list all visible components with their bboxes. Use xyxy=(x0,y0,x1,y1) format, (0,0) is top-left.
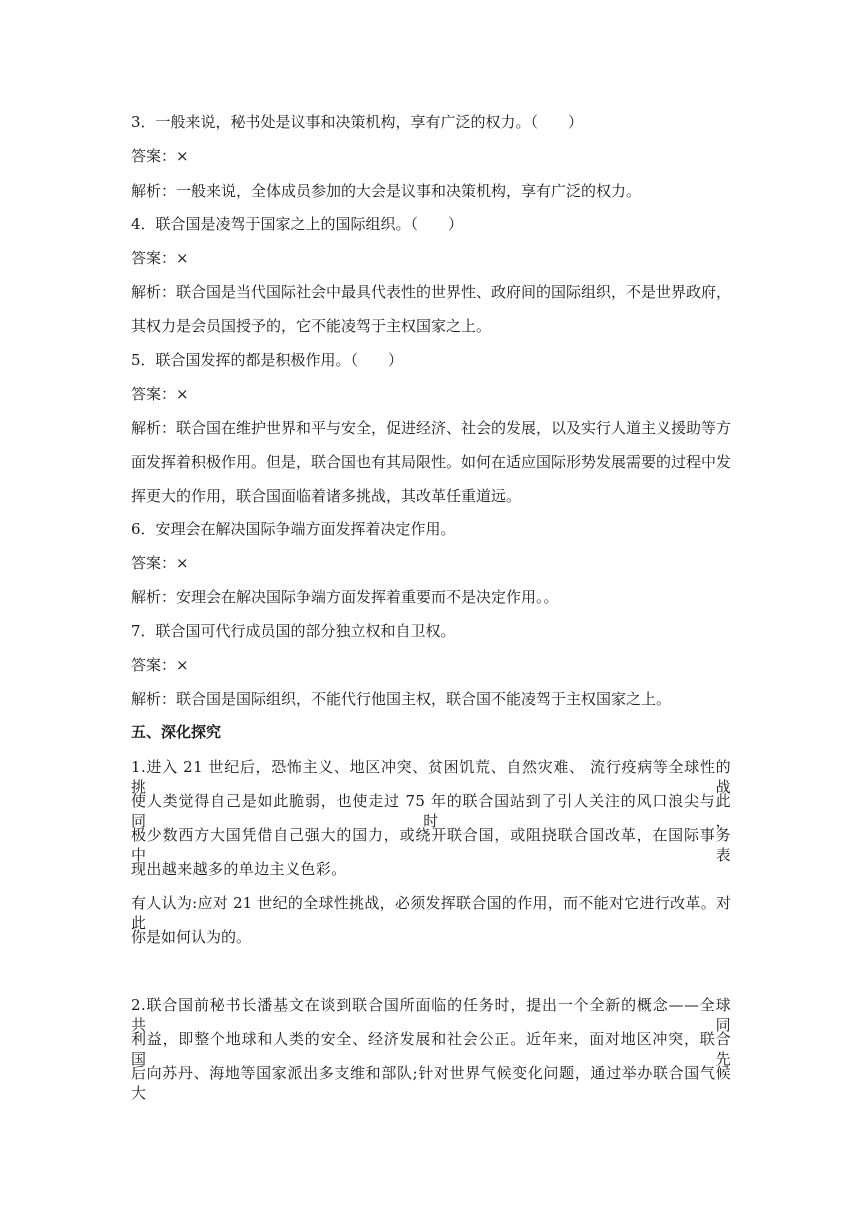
question-7: 7．联合国可代行成员国的部分独立权和自卫权。 xyxy=(131,622,456,640)
q1-line-1: 1.进入 21 世纪后，恐怖主义、地区冲突、贫困饥荒、自然灾难、 流行疫病等全球性的挑战 xyxy=(131,758,731,796)
answer-5: 答案：× xyxy=(131,385,189,403)
analysis-6: 解析：安理会在解决国际争端方面发挥着重要而不是决定作用。。 xyxy=(131,588,559,606)
q2-line-2: 利益，即整个地球和人类的安全、经济发展和社会公正。近年来，面对地区冲突，联合国先 xyxy=(131,1030,731,1068)
q1-line-5: 有人认为:应对 21 世纪的全球性挑战，必须发挥联合国的作用，而不能对它进行改革。对此 xyxy=(131,894,731,932)
analysis-5-line-1: 解析：联合国在维护世界和平与安全，促进经济、社会的发展，以及实行人道主义援助等方 xyxy=(131,419,732,437)
question-3: 3．一般来说，秘书处是议事和决策机构，享有广泛的权力。（ ） xyxy=(131,113,584,131)
analysis-7: 解析：联合国是国际组织，不能代行他国主权，联合国不能凌驾于主权国家之上。 xyxy=(131,690,672,708)
section-title: 五、深化探究 xyxy=(131,723,222,741)
q1-line-3: 极少数西方大国凭借自己强大的国力，或绕开联合国，或阻挠联合国改革，在国际事务中表 xyxy=(131,826,731,864)
q2-line-1: 2.联合国前秘书长潘基文在谈到联合国所面临的任务时，提出一个全新的概念——全球共同 xyxy=(131,996,731,1034)
answer-3: 答案：× xyxy=(131,147,189,165)
question-5: 5．联合国发挥的都是积极作用。（ ） xyxy=(131,351,404,369)
analysis-5-line-2: 面发挥着积极作用。但是，联合国也有其局限性。如何在适应国际形势发展需要的过程中发 xyxy=(131,453,732,471)
answer-6: 答案：× xyxy=(131,554,189,572)
analysis-4-line-1: 解析：联合国是当代国际社会中最具代表性的世界性、政府间的国际组织，不是世界政府， xyxy=(131,283,732,301)
q2-line-3: 后向苏丹、海地等国家派出多支维和部队;针对世界气候变化问题，通过举办联合国气候大 xyxy=(131,1064,731,1102)
q1-line-4: 现出越来越多的单边主义色彩。 xyxy=(131,860,347,878)
q1-line-2: 使人类觉得自己是如此脆弱，也使走过 75 年的联合国站到了引人关注的风口浪尖与此同时， xyxy=(131,792,731,830)
answer-4: 答案：× xyxy=(131,249,189,267)
answer-7: 答案：× xyxy=(131,656,189,674)
analysis-3: 解析：一般来说，全体成员参加的大会是议事和决策机构，享有广泛的权力。 xyxy=(131,182,642,200)
question-4: 4．联合国是凌驾于国家之上的国际组织。（ ） xyxy=(131,215,464,233)
question-6: 6．安理会在解决国际争端方面发挥着决定作用。 xyxy=(131,520,456,538)
analysis-5-line-3: 挥更大的作用，联合国面临着诸多挑战，其改革任重道远。 xyxy=(131,487,522,505)
analysis-4-line-2: 其权力是会员国授予的，它不能凌驾于主权国家之上。 xyxy=(131,317,492,335)
q1-line-6: 你是如何认为的。 xyxy=(131,928,252,946)
